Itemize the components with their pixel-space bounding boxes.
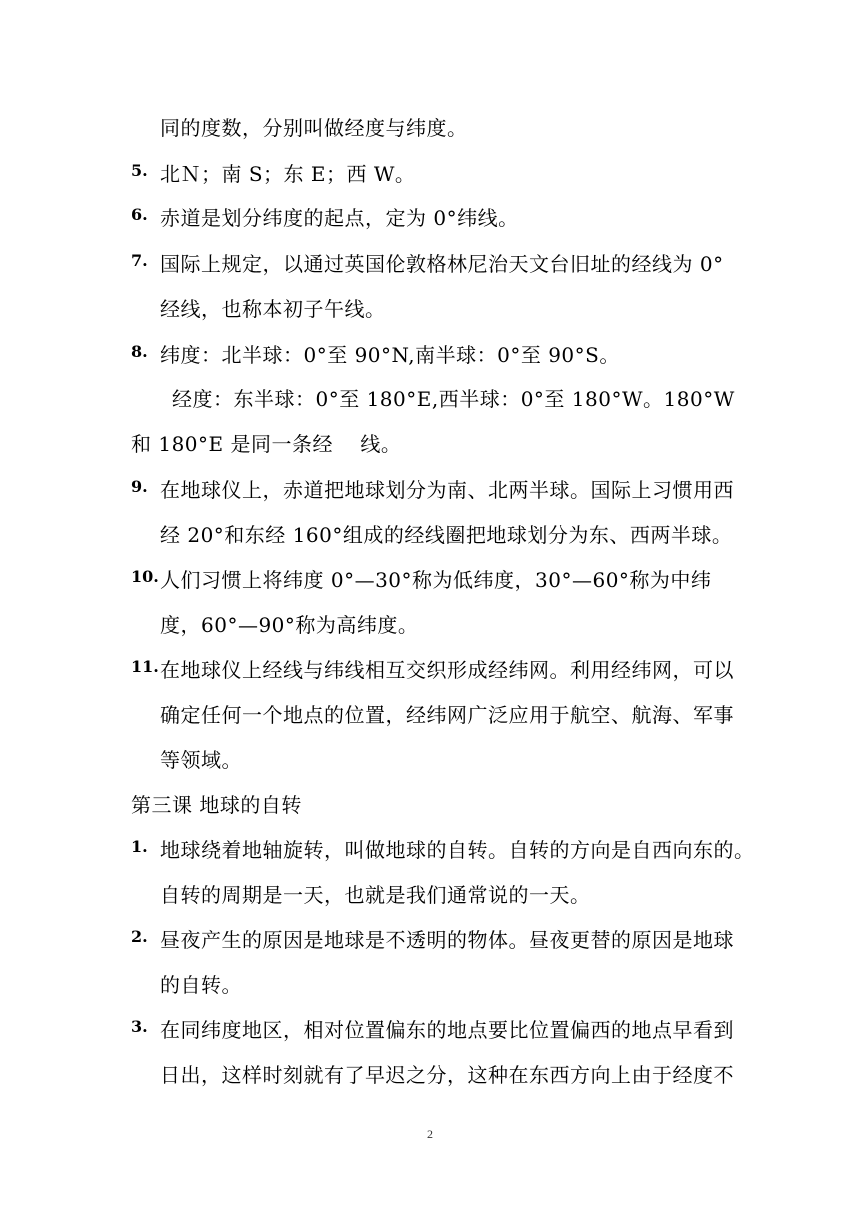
line-21: 在同纬度地区，相对位置偏东的地点要比位置偏西的地点早看到 [160, 1018, 734, 1042]
line-4: 国际上规定，以通过英国伦敦格林尼治天文台旧址的经线为 0° [160, 252, 724, 276]
line-15: 等领域。 [160, 748, 242, 772]
line-22: 日出，这样时刻就有了早迟之分，这种在东西方向上由于经度不 [160, 1063, 734, 1087]
line-7: 经度：东半球：0°至 180°E,西半球：0°至 180°W。180°W [172, 387, 735, 411]
section-heading: 第三课 地球的自转 [131, 793, 302, 817]
line-6: 纬度：北半球：0°至 90°N,南半球：0°至 90°S。 [160, 343, 620, 367]
line-17: 地球绕着地轴旋转，叫做地球的自转。自转的方向是自西向东的。 [160, 838, 755, 862]
item-number-1: 1. [131, 837, 148, 856]
page-number: 2 [427, 1127, 433, 1141]
line-11: 人们习惯上将纬度 0°—30°称为低纬度，30°—60°称为中纬 [160, 568, 712, 592]
line-19: 昼夜产生的原因是地球是不透明的物体。昼夜更替的原因是地球 [160, 928, 734, 952]
line-10: 经 20°和东经 160°组成的经线圈把地球划分为东、西两半球。 [160, 523, 733, 547]
item-number-11: 11. [131, 657, 159, 676]
item-number-9: 9. [131, 477, 148, 496]
item-number-3: 3. [131, 1017, 148, 1036]
line-5: 经线，也称本初子午线。 [160, 297, 386, 321]
line-2: 北Ｎ；南 S；东 E；西 W。 [160, 162, 416, 186]
item-number-2: 2. [131, 927, 148, 946]
line-18: 自转的周期是一天，也就是我们通常说的一天。 [160, 883, 591, 907]
line-14: 确定任何一个地点的位置，经纬网广泛应用于航空、航海、军事 [160, 703, 734, 727]
line-9: 在地球仪上，赤道把地球划分为南、北两半球。国际上习惯用西 [160, 478, 734, 502]
line-8: 和 180°E 是同一条经 线。 [131, 432, 402, 456]
line-20: 的自转。 [160, 973, 242, 997]
item-number-8: 8. [131, 342, 148, 361]
line-3: 赤道是划分纬度的起点，定为 0°纬线。 [160, 206, 519, 230]
item-number-10: 10. [131, 567, 159, 586]
line-1: 同的度数，分别叫做经度与纬度。 [160, 116, 468, 140]
item-number-7: 7. [131, 251, 148, 270]
item-number-5: 5. [131, 161, 148, 180]
line-13: 在地球仪上经线与纬线相互交织形成经纬网。利用经纬网，可以 [160, 658, 734, 682]
item-number-6: 6. [131, 205, 148, 224]
line-12: 度，60°—90°称为高纬度。 [160, 613, 419, 637]
